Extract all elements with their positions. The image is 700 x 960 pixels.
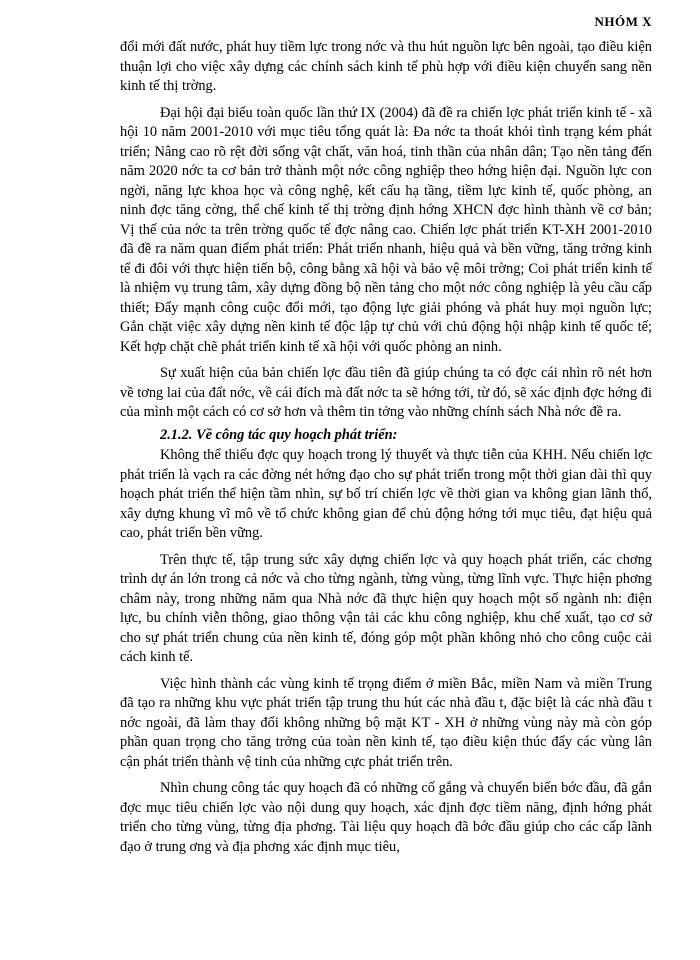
page-header-group-label: NHÓM X — [594, 14, 652, 29]
paragraph-3: Sự xuất hiện của bản chiến lợc đầu tiên đã giúp chúng ta có đợc cái nhìn rõ nét hơn về tơng lai của đất nớc, về cái đích mà đất nớc ta sẽ hớng tới, từ đó, sẽ xác định đợc hớng đi của mình một cách có cơ sở hơn và thêm tin tởng vào những chính sách Nhà nớc đề ra. — [120, 365, 652, 420]
paragraph-1: đổi mới đất nước, phát huy tiềm lực trong nớc và thu hút nguồn lực bên ngoài, tạo điều kiện thuận lợi cho việc xây dựng các chính sách kinh tế phù hợp với điều kiện chuyển sang nền kinh tế thị trờng. — [120, 39, 652, 94]
paragraph-7: Nhìn chung công tác quy hoạch đã có những cố gắng và chuyển biến bớc đầu, đã gắn đợc mục tiêu chiến lợc vào nội dung quy hoạch, xác định đợc tiềm năng, định hớng phát triển cho từng vùng, từng địa phơng. Tài liệu quy hoạch đã bớc đầu giúp cho các cấp lãnh đạo ở trung ơng và địa phơng xác định mục tiêu, — [120, 780, 652, 855]
paragraph-4: Không thể thiếu đợc quy hoạch trong lý thuyết và thực tiễn của KHH. Nếu chiến lợc phát triển là vạch ra các đờng nét hớng đạo cho sự phát triển trong một thời gian dài thì quy hoạch phát triển thể hiện tầm nhìn, sự bố trí chiến lợc về thời gian va không gian lãnh thổ, xây dựng khung vĩ mô về tổ chức không gian để chủ động hớng tới mục tiêu, đạt hiệu quả cao, phát triển bền vững. — [120, 447, 652, 541]
document-body — [120, 38, 652, 857]
paragraph-2: Đại hội đại biểu toàn quốc lần thứ IX (2004) đã đề ra chiến lợc phát triển kinh tế - xã hội 10 năm 2001-2010 với mục tiêu tổng quát là: Đa nớc ta thoát khỏi tình trạng kém phát triển; Nâng cao rõ rệt đời sống vật chất, văn hoá, tinh thần của nhân dân; Tạo nền tảng đến năm 2020 nớc ta cơ bản trở thành một nớc công nghiệp theo hớng hiện đại. Nguồn lực con ngời, năng lực khoa học và công nghệ, kết cấu hạ tầng, tiềm lực kinh tế, quốc phòng, an ninh đợc tăng cờng, thể chế kinh tế thị trờng định hớng XHCN đợc hình thành về cơ bản; Vị thế của nớc ta trên trờng quốc tế đợc nâng cao. Chiến lợc phát triển KT-XH 2001-2010 đã đề ra năm quan điểm phát triển: Phát triển nhanh, hiệu quả và bền vững, tăng trởng kinh tế đi đôi với thực hiện tiến bộ, công bằng xã hội và bảo vệ môi trờng; Coi phát triển kinh tế là nhiệm vụ trung tâm, xây dựng đồng bộ nền tảng cho một nớc công nghiệp là yêu cầu cấp thiết; Đẩy mạnh công cuộc đổi mới, tạo động lực giải phóng và phát huy mọi nguồn lực; Gắn chặt việc xây dựng nền kinh tế độc lập tự chủ với chủ động hội nhập kinh tế quốc tế; Kết hợp chặt chẽ phát triển kinh tế xã hội với quốc phòng an ninh. — [120, 104, 652, 355]
section-heading: 2.1.2. Về công tác quy hoạch phát triển: — [160, 426, 398, 443]
paragraph-5: Trên thực tế, tập trung sức xây dựng chiến lợc và quy hoạch phát triển, các chơng trình dự án lớn trong cả nớc và cho từng ngành, từng vùng, từng lĩnh vực. Thực hiện phơng châm này, trong những năm qua Nhà nớc đã thực hiện quy hoạch một số ngành nh: điện lực, bu chính viễn thông, giao thông vận tải các khu công nghiệp, khu chế xuất, tạo cơ sở cho sự phát triển chung của nền kinh tế, đóng góp một phần không nhỏ cho công cuộc cải cách kinh tế. — [120, 551, 652, 665]
paragraph-6: Việc hình thành các vùng kinh tế trọng điểm ở miền Bắc, miền Nam và miền Trung đã tạo ra những khu vực phát triển tập trung thu hút các nhà đầu t, đặc biệt là các nhà đầu t nớc ngoài, đã làm thay đổi không những bộ mặt KT - XH ở những vùng này mà còn góp phần quan trọng cho tăng trởng của toàn nền kinh tế, tạo điều kiện thúc đẩy các vùng lân cận phát triển thành vệ tinh của những cực phát triển trên. — [120, 675, 652, 770]
